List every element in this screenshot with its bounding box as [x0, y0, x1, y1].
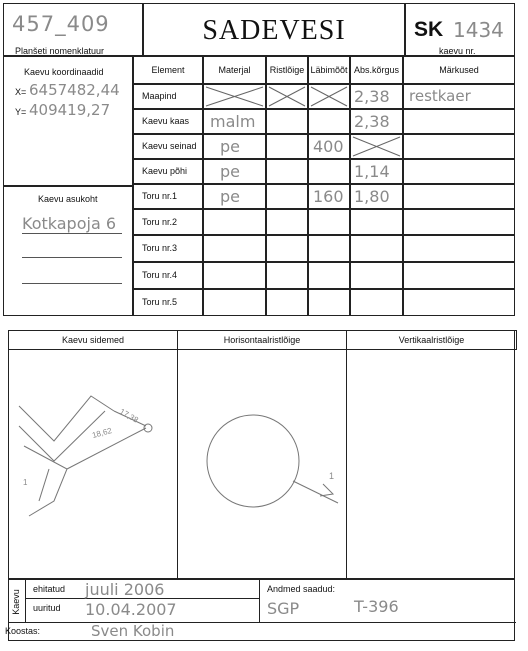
- table-cell-abs-height: 1,80: [350, 184, 403, 209]
- sketch-building-outline: [39, 469, 49, 501]
- surveyed-value: 10.04.2007: [85, 600, 177, 619]
- nomenclature-box: [3, 3, 143, 56]
- built-value: juuli 2006: [85, 580, 165, 599]
- table-cell-material: [203, 235, 266, 262]
- column-header-element: Element: [133, 56, 203, 84]
- table-cell-abs-height: 1,14: [350, 159, 403, 184]
- column-header-diameter: Läbimõõt: [308, 56, 350, 84]
- location-line: [22, 233, 122, 234]
- table-cell-abs-height: [350, 209, 403, 235]
- table-row-element: Toru nr.5: [133, 289, 203, 316]
- table-row-element: Kaevu seinad: [133, 134, 203, 159]
- data-source-value: SGP: [267, 599, 300, 618]
- table-cell-notes: [403, 159, 515, 184]
- footer-side-cell: [9, 580, 26, 622]
- sketch-section: [8, 330, 515, 579]
- table-cell-cross-section: [266, 235, 308, 262]
- table-cell-abs-height: 2,38: [350, 84, 403, 109]
- location-line: [22, 257, 122, 258]
- y-prefix: Y=: [15, 107, 27, 117]
- table-cell-diameter: [308, 209, 350, 235]
- connections-sketch: [9, 351, 177, 579]
- table-cell-cross-section: [266, 109, 308, 134]
- surveyed-label: uuritud: [33, 603, 61, 613]
- table-cell-material: malm: [203, 109, 266, 134]
- table-cell-diameter: [308, 109, 350, 134]
- table-cell-notes: restkaer: [403, 84, 515, 109]
- table-cell-diameter: 400: [308, 134, 350, 159]
- table-cell-cross-section: [266, 262, 308, 289]
- table-cell-material: [203, 289, 266, 316]
- horizontal-section-sketch: [178, 351, 346, 579]
- table-row-element: Maapind: [133, 84, 203, 109]
- table-cell-cross-section: [266, 289, 308, 316]
- nomenclature-label: Planšeti nomenklatuur: [15, 46, 105, 56]
- table-row-element: Kaevu kaas: [133, 109, 203, 134]
- compiled-value: Sven Kobin: [91, 622, 175, 640]
- table-cell-notes: [403, 235, 515, 262]
- location-line: [22, 283, 122, 284]
- table-cell-notes: [403, 134, 515, 159]
- sketch-arrow-head: [320, 484, 333, 496]
- table-cell-notes: [403, 289, 515, 316]
- table-cell-notes: [403, 262, 515, 289]
- sketch-arrow-label: 1: [329, 471, 335, 481]
- location-value: Kotkapoja 6: [22, 214, 117, 233]
- table-cell-cross-section: [266, 184, 308, 209]
- table-cell-material: pe: [203, 134, 266, 159]
- table-row-element: Toru nr.4: [133, 262, 203, 289]
- table-cell-diameter: [308, 235, 350, 262]
- section-header-connections: Kaevu sidemed: [8, 330, 178, 350]
- well-number-box: [405, 3, 515, 56]
- page-title: SADEVESI: [202, 15, 346, 46]
- section-header-horizontal: Horisontaalristlõige: [177, 330, 347, 350]
- column-header-notes: Märkused: [403, 56, 515, 84]
- y-coordinate: 409419,27: [29, 101, 111, 119]
- location-label: Kaevu asukoht: [38, 194, 98, 204]
- table-cell-notes: [403, 209, 515, 235]
- crossed-cell: [308, 84, 350, 109]
- table-cell-cross-section: [266, 134, 308, 159]
- nomenclature-value: 457_409: [12, 12, 110, 36]
- coordinates-box: [3, 56, 133, 186]
- table-cell-cross-section: [266, 159, 308, 184]
- sk-number: 1434: [453, 18, 504, 42]
- table-cell-material: pe: [203, 184, 266, 209]
- table-row-element: Toru nr.3: [133, 235, 203, 262]
- footer: [5, 579, 515, 641]
- sketch-label-a: 17,38: [118, 406, 140, 425]
- sketch-label-b: 18,62: [91, 426, 113, 440]
- column-divider: [346, 349, 347, 579]
- table-row-element: Toru nr.2: [133, 209, 203, 235]
- x-coordinate: 6457482,44: [29, 81, 120, 99]
- coordinates-label: Kaevu koordinaadid: [24, 67, 104, 77]
- table-cell-material: pe: [203, 159, 266, 184]
- table-cell-abs-height: [350, 262, 403, 289]
- footer-divider: [9, 622, 516, 623]
- element-table: [133, 56, 515, 316]
- sk-prefix: SK: [414, 18, 444, 41]
- table-cell-diameter: [308, 262, 350, 289]
- data-source-ref: T-396: [354, 597, 399, 616]
- table-cell-diameter: [308, 289, 350, 316]
- table-cell-abs-height: [350, 235, 403, 262]
- data-source-label: Andmed saadud:: [267, 584, 336, 594]
- built-label: ehitatud: [33, 584, 66, 594]
- crossed-cell: [350, 134, 403, 159]
- footer-divider: [259, 580, 260, 622]
- section-header-vertical: Vertikaalristlõige: [346, 330, 517, 350]
- table-cell-diameter: [308, 159, 350, 184]
- x-prefix: X=: [15, 87, 27, 97]
- column-header-cross-section: Ristlõige: [266, 56, 308, 84]
- table-cell-material: [203, 209, 266, 235]
- compiled-label: Koostas:: [5, 626, 41, 636]
- sk-label: kaevu nr.: [439, 46, 476, 56]
- column-header-material: Materjal: [203, 56, 266, 84]
- table-cell-diameter: 160: [308, 184, 350, 209]
- sketch-label-c: 1: [23, 478, 28, 487]
- table-cell-abs-height: [350, 289, 403, 316]
- table-cell-cross-section: [266, 209, 308, 235]
- crossed-cell: [266, 84, 308, 109]
- crossed-cell: [203, 84, 266, 109]
- title-box: [143, 3, 405, 56]
- sketch-well-circle: [207, 415, 299, 507]
- table-cell-notes: [403, 184, 515, 209]
- table-cell-material: [203, 262, 266, 289]
- well-side-label: Kaevu: [10, 589, 21, 615]
- table-row-element: Toru nr.1: [133, 184, 203, 209]
- table-row-element: Kaevu põhi: [133, 159, 203, 184]
- location-box: [3, 186, 133, 316]
- table-cell-notes: [403, 109, 515, 134]
- table-cell-abs-height: 2,38: [350, 109, 403, 134]
- column-header-abs-height: Abs.kõrgus: [350, 56, 403, 84]
